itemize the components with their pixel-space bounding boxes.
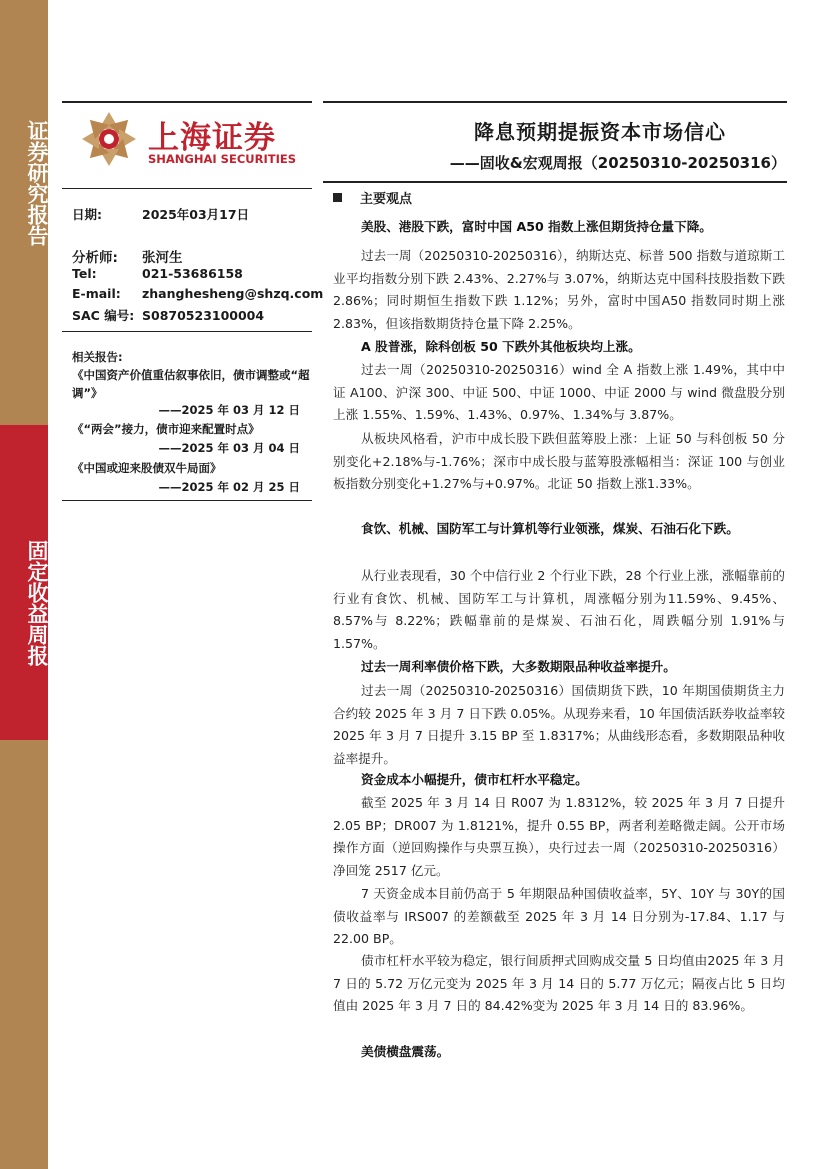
key-point-heading: 过去一周利率债价格下跌，大多数期限品种收益率提升。 bbox=[361, 659, 676, 674]
analyst-row bbox=[72, 246, 183, 266]
document-subtitle: ——固收&宏观周报（20250310-20250316） bbox=[449, 154, 786, 172]
related-report-title: 《中国资产价值重估叙事依旧，债市调整或“超调”》 bbox=[72, 368, 310, 400]
key-point-heading: 食饮、机械、国防军工与计算机等行业领涨，煤炭、石油石化下跌。 bbox=[361, 521, 739, 536]
related-rule bbox=[62, 500, 312, 501]
related-report-title: 《“两会”接力，债市迎来配置时点》 bbox=[72, 422, 260, 436]
related-report-title: 《中国或迎来股债双牛局面》 bbox=[72, 461, 222, 475]
sac-row bbox=[72, 306, 264, 324]
sac-label: SAC 编号: bbox=[72, 308, 135, 323]
header-rule-left bbox=[62, 101, 312, 103]
key-point-heading: A 股普涨，除科创板 50 下跌外其他板块均上涨。 bbox=[361, 339, 641, 354]
body-paragraph: 从行业表现看，30 个中信行业 2 个行业下跌，28 个行业上涨，涨幅靠前的行业有食饮、机械、国防军工与计算机，周涨幅分别为11.59%、9.45%、8.57%与 8.22%；跌幅靠前的是煤炭、石油石化，周跌幅分别 1.91%与 1.57%。 bbox=[333, 568, 785, 652]
bullet-square-icon bbox=[333, 193, 342, 202]
sidebar-band-bottom bbox=[0, 740, 48, 1169]
related-report-date: ——2025 年 03 月 12 日 bbox=[158, 403, 300, 417]
section-title: 主要观点 bbox=[360, 192, 413, 207]
header-rule-right bbox=[323, 101, 787, 103]
key-point-heading: 美债横盘震荡。 bbox=[361, 1044, 450, 1059]
date-label: 日期: bbox=[72, 207, 102, 222]
report-category-label: 固定收益周报 bbox=[25, 540, 49, 666]
body-paragraph: 过去一周（20250310-20250316）国债期货下跌，10 年期国债期货主力合约较 2025 年 3 月 7 日下跌 0.05%。从现券来看，10 年国债活跃券收益率较 2025 年 3 月 7 日提升 3.15 BP 至 1.8317%；从曲线形态看，多数期限品种收益率提升。 bbox=[333, 683, 785, 767]
tel-value: 021-53686158 bbox=[142, 266, 243, 281]
analyst-label: 分析师: bbox=[72, 250, 118, 266]
document-title: 降息预期提振资本市场信心 bbox=[474, 120, 726, 144]
date-value: 2025年03月17日 bbox=[142, 207, 250, 222]
key-point-heading: 资金成本小幅提升，债市杠杆水平稳定。 bbox=[361, 772, 588, 787]
title-rule bbox=[323, 181, 787, 183]
email-row bbox=[72, 286, 323, 301]
logo-emblem-icon bbox=[80, 110, 138, 168]
logo-text-en: SHANGHAI SECURITIES bbox=[148, 152, 296, 166]
related-report-date: ——2025 年 03 月 04 日 bbox=[158, 441, 300, 455]
body-paragraph: 从板块风格看，沪市中成长股下跌但蓝筹股上涨：上证 50 与科创板 50 分别变化+2.18%与-1.76%；深市中成长股与蓝筹股涨幅相当：深证 100 与创业板指数分别变化+1.27%与+0.97%。北证 50 指数上涨1.33%。 bbox=[333, 431, 785, 492]
body-paragraph: 过去一周（20250310-20250316），纳斯达克、标普 500 指数与道琼斯工业平均指数分别下跌 2.43%、2.27%与 3.07%，纳斯达克中国科技股指数下跌 2.86%；同时期恒生指数下跌 1.12%；另外，富时中国A50 指数同时期上涨 2.83%，但该指数期货持仓量下降 2.25%。 bbox=[333, 248, 785, 332]
email-value[interactable]: zhanghesheng@shzq.com bbox=[142, 286, 324, 301]
tel-row bbox=[72, 266, 243, 281]
body-paragraph: 债市杠杆水平较为稳定，银行间质押式回购成交量 5 日均值由2025 年 3 月 7 日的 5.72 万亿元变为 2025 年 3 月 14 日的 5.77 万亿元；隔夜占比 5 日均值由 2025 年 3 月 7 日的 84.42%变为 2025 年 3 月 14 日的 83.96%。 bbox=[333, 953, 785, 1014]
logo-rule bbox=[62, 188, 312, 189]
company-logo bbox=[80, 108, 320, 170]
sac-value: S0870523100004 bbox=[142, 308, 265, 323]
email-label: E-mail: bbox=[72, 286, 121, 301]
date-row bbox=[72, 205, 249, 223]
related-reports-label: 相关报告: bbox=[72, 350, 123, 364]
body-paragraph: 截至 2025 年 3 月 14 日 R007 为 1.8312%，较 2025 年 3 月 7 日提升2.05 BP；DR007 为 1.8121%，提升 0.55 BP，两者利差略微走阔。公开市场操作方面（逆回购操作与央票互换），央行过去一周（20250310-20250316）净回笼 2517 亿元。 bbox=[333, 795, 785, 879]
body-paragraph: 7 天资金成本目前仍高于 5 年期限品种国债收益率，5Y、10Y 与 30Y的国债收益率与 IRS007 的差额截至 2025 年 3 月 14 日分别为-17.84、1.17 与 22.00 BP。 bbox=[333, 886, 785, 947]
tel-label: Tel: bbox=[72, 266, 97, 281]
info-rule bbox=[62, 331, 312, 332]
logo-text-cn: 上海证券 bbox=[148, 120, 276, 156]
key-point-heading: 美股、港股下跌，富时中国 A50 指数上涨但期货持仓量下降。 bbox=[361, 219, 712, 234]
analyst-name: 张河生 bbox=[142, 250, 183, 266]
section-heading bbox=[333, 188, 412, 207]
report-type-label: 证券研究报告 bbox=[25, 120, 49, 246]
related-report-date: ——2025 年 02 月 25 日 bbox=[158, 480, 300, 494]
body-paragraph: 过去一周（20250310-20250316）wind 全 A 指数上涨 1.49%，其中中证 A100、沪深 300、中证 500、中证 1000、中证 2000 与 wind 微盘股分别上涨 1.55%、1.59%、1.43%、0.97%、1.34%与 3.87%。 bbox=[333, 362, 785, 423]
